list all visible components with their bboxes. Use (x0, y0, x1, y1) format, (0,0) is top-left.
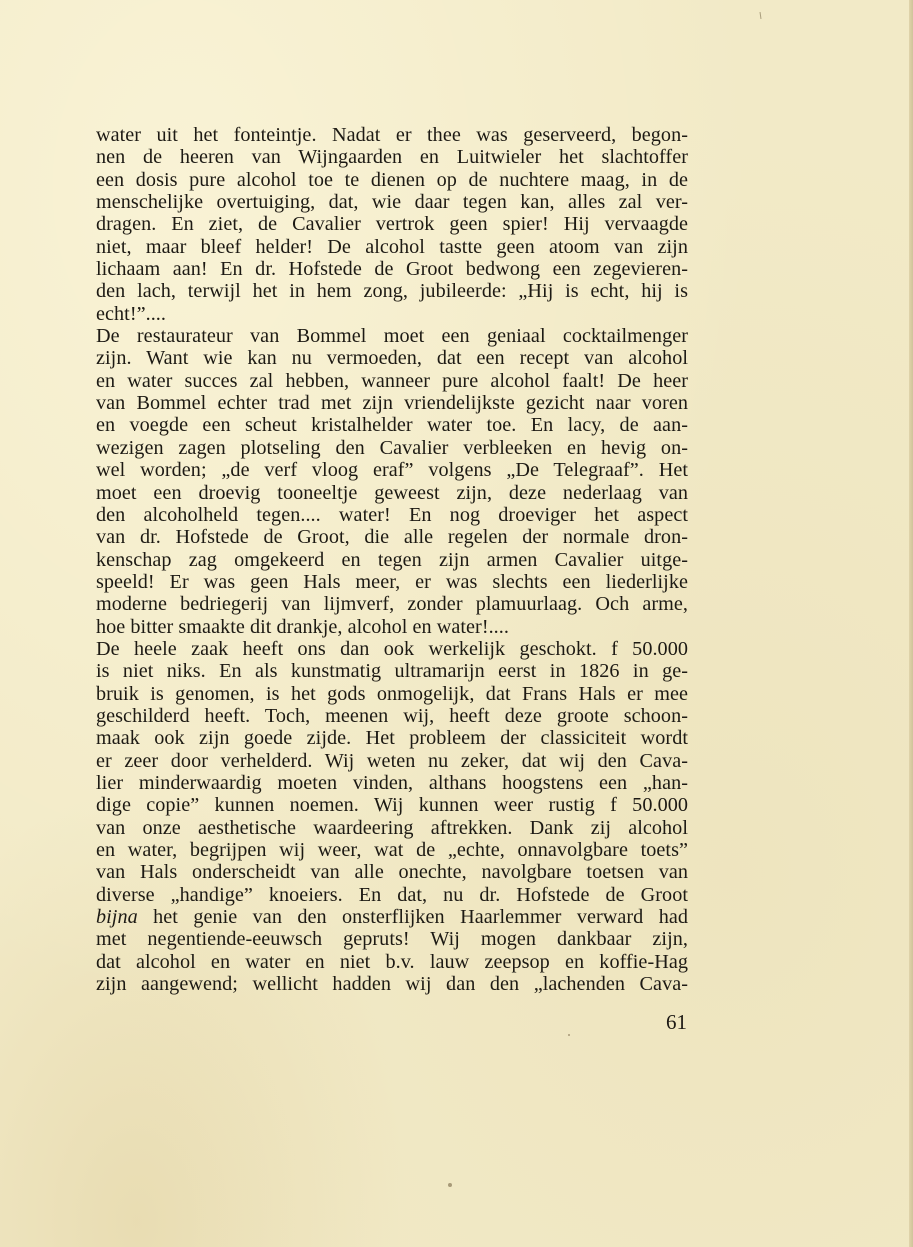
text-line: en water, begrijpen wij weer, wat de „echte, onnavolgbare toets” (96, 839, 688, 861)
text-line: met negentiende-eeuwsch gepruts! Wij mogen dankbaar zijn, (96, 928, 688, 951)
page-number: 61 (666, 1010, 687, 1034)
text-line: echt!”.... (96, 302, 166, 325)
text-line: moet een droevig tooneeltje geweest zijn, deze nederlaag van (96, 481, 688, 504)
text-line: wezigen zagen plotseling den Cavalier verbleeken en hevig on- (96, 436, 688, 459)
paper-mark (760, 12, 762, 19)
text-line: dragen. En ziet, de Cavalier vertrok geen spier! Hij vervaagde (96, 213, 688, 236)
text-line: dige copie” kunnen noemen. Wij kunnen weer rustig f 50.000 (96, 794, 688, 817)
text-line: nen de heeren van Wijngaarden en Luitwieler het slachtoffer (96, 146, 688, 169)
text-line: dat alcohol en water en niet b.v. lauw zeepsop en koffie-Hag (96, 950, 688, 973)
text-line: kenschap zag omgekeerd en tegen zijn armen Cavalier uitge- (96, 548, 688, 571)
text-line: maak ook zijn goede zijde. Het probleem der classiciteit wordt (96, 727, 688, 750)
text-line: water uit het fonteintje. Nadat er thee was geserveerd, begon- (96, 124, 688, 146)
text-line: den alcoholheld tegen.... water! En nog droeviger het aspect (96, 503, 688, 526)
text-line: De restaurateur van Bommel moet een geniaal cocktailmenger (96, 325, 688, 348)
text-line: is niet niks. En als kunstmatig ultramarijn eerst in 1826 in ge- (96, 660, 688, 683)
text-line: moderne bedriegerij van lijmverf, zonder plamuurlaag. Och arme, (96, 593, 688, 616)
text-line: speeld! Er was geen Hals meer, er was slechts een liederlijke (96, 570, 688, 593)
text-line: bruik is genomen, is het gods onmogelijk, dat Frans Hals er mee (96, 682, 688, 705)
text-line: van onze aesthetische waardeering aftrekken. Dank zij alcohol (96, 816, 688, 839)
italic-word: bijna (96, 906, 138, 929)
text-line: een dosis pure alcohol toe te dienen op de nuchtere maag, in de (96, 168, 688, 191)
text-line: niet, maar bleef helder! De alcohol tastte geen atoom van zijn (96, 235, 688, 258)
text-line-rest: het genie van den onsterflijken Haarlemmer verward had (137, 906, 688, 929)
body-text (96, 124, 688, 995)
text-line (96, 906, 688, 928)
text-line: wel worden; „de verf vloog eraf” volgens „De Telegraaf”. Het (96, 459, 688, 482)
text-line: De heele zaak heeft ons dan ook werkelijk geschokt. f 50.000 (96, 637, 688, 660)
text-line: den lach, terwijl het in hem zong, jubileerde: „Hij is echt, hij is (96, 280, 688, 303)
text-line: er zeer door verhelderd. Wij weten nu zeker, dat wij den Cava- (96, 749, 688, 772)
text-line: van Bommel echter trad met zijn vriendelijkste gezicht naar voren (96, 392, 688, 415)
text-line: en water succes zal hebben, wanneer pure alcohol faalt! De heer (96, 369, 688, 392)
paper-speck (448, 1183, 452, 1187)
text-line: geschilderd heeft. Toch, meenen wij, heeft deze groote schoon- (96, 704, 688, 727)
text-line: lichaam aan! En dr. Hofstede de Groot bedwong een zegevieren- (96, 258, 688, 281)
text-line: menschelijke overtuiging, dat, wie daar tegen kan, alles zal ver- (96, 191, 688, 214)
paper-speck (568, 1034, 570, 1036)
text-line: van dr. Hofstede de Groot, die alle regelen der normale dron- (96, 526, 688, 549)
text-line: diverse „handige” knoeiers. En dat, nu dr. Hofstede de Groot (96, 883, 688, 906)
text-line: en voegde een scheut kristalhelder water toe. En lacy, de aan- (96, 414, 688, 437)
text-line: zijn. Want wie kan nu vermoeden, dat een recept van alcohol (96, 347, 688, 370)
text-line: zijn aangewend; wellicht hadden wij dan den „lachenden Cava- (96, 973, 688, 996)
page-edge (909, 0, 913, 1247)
text-line: van Hals onderscheidt van alle onechte, navolgbare toetsen van (96, 861, 688, 884)
text-line: lier minderwaardig moeten vinden, althans hoogstens een „han- (96, 771, 688, 794)
text-line: hoe bitter smaakte dit drankje, alcohol en water!.... (96, 615, 509, 638)
